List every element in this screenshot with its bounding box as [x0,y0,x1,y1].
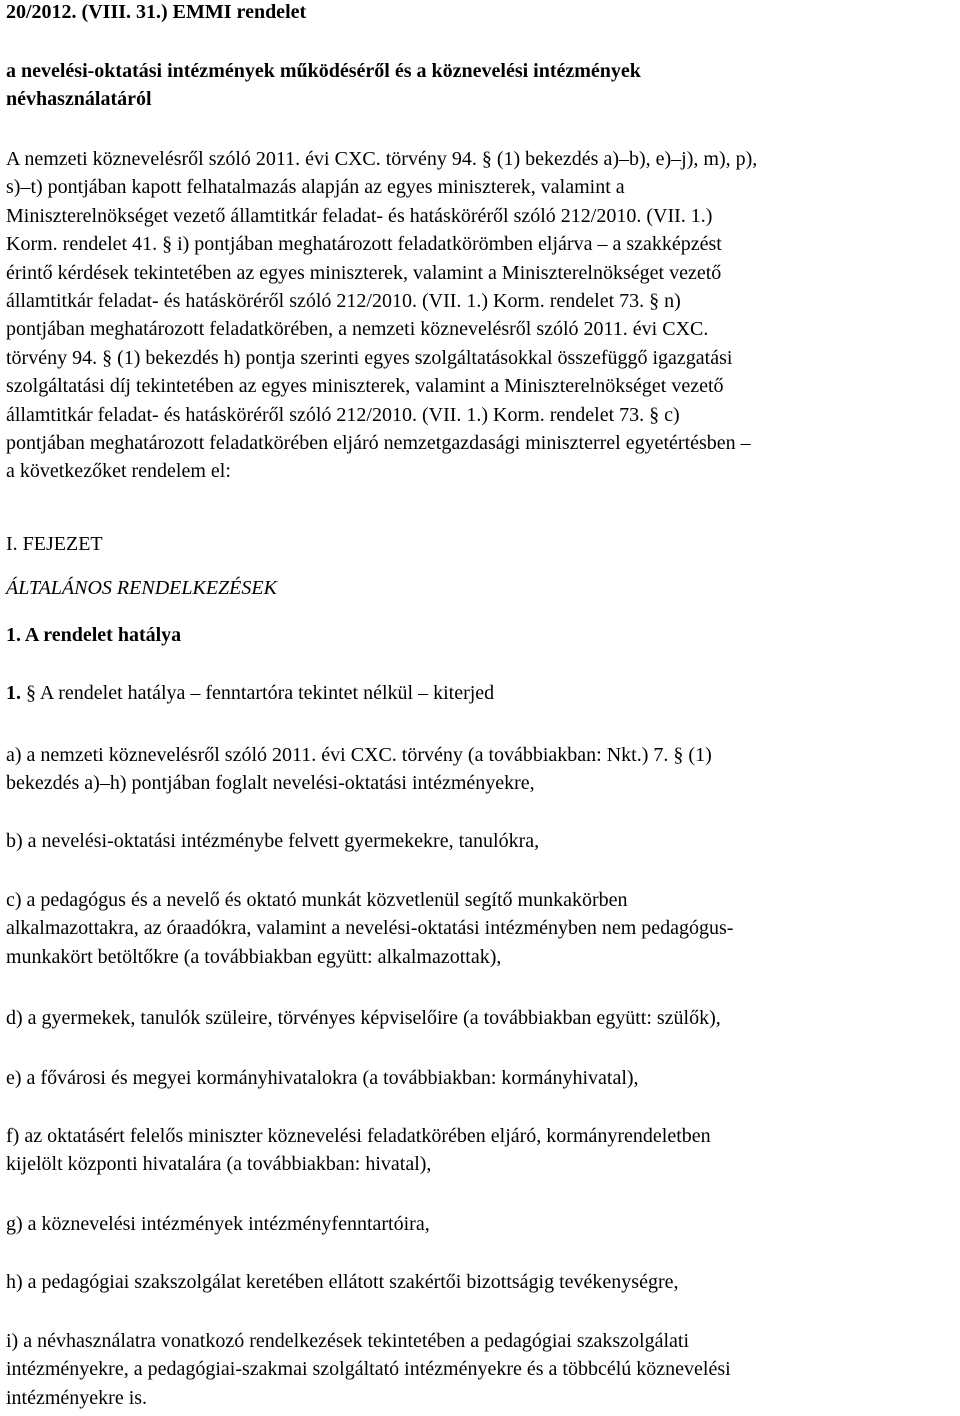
preamble-line: szolgáltatási díj tekintetében az egyes miniszterek, valamint a Miniszterelnökséget vezető [6,375,724,398]
paragraph-text: § A rendelet hatálya – fenntartóra tekintet nélkül – kiterjed [26,682,495,704]
chapter-title-text: ÁLTALÁNOS RENDELKEZÉSEK [6,577,277,599]
preamble-line: államtitkár feladat- és hatásköréről szóló 212/2010. (VII. 1.) Korm. rendelet 73. § n) [6,289,681,312]
subtitle-line: névhasználatáról [6,88,152,111]
paragraph-1 [6,679,951,707]
preamble-line: pontjában meghatározott feladatkörében, a nemzeti köznevelésről szóló 2011. évi CXC. [6,318,709,341]
point-line: d) a gyermekek, tanulók szüleire, törvényes képviselőire (a továbbiakban együtt: szülők), [6,1007,721,1029]
section-title-text: 1. A rendelet hatálya [6,624,182,646]
point-e [6,1064,951,1092]
point-line: alkalmazottakra, az óraadókra, valamint a nevelési-oktatási intézményben nem pedagógus- [6,917,734,940]
point-line: g) a köznevelési intézmények intézményfenntartóira, [6,1213,430,1235]
preamble-line: A nemzeti köznevelésről szóló 2011. évi CXC. törvény 94. § (1) bekezdés a)–b), e)–j), m), p), [6,148,758,170]
preamble-line: államtitkár feladat- és hatásköréről szóló 212/2010. (VII. 1.) Korm. rendelet 73. § c) [6,403,680,426]
preamble-line: érintő kérdések tekintetében az egyes miniszterek, valamint a Miniszterelnökséget vezető [6,261,722,284]
point-line: intézményekre is. [6,1386,148,1409]
point-b [6,827,951,855]
point-d [6,1004,951,1032]
title-line: 20/2012. (VIII. 31.) EMMI rendelet [6,1,307,23]
preamble-line: a következőket rendelem el: [6,460,231,483]
preamble-line: s)–t) pontjában kapott felhatalmazás alapján az egyes miniszterek, valamint a [6,176,625,199]
point-line: bekezdés a)–h) pontjában foglalt nevelési-oktatási intézményekre, [6,772,535,795]
point-f [6,1122,951,1179]
paragraph-number: 1. [6,682,21,704]
chapter-title [6,574,951,602]
preamble-line: pontjában meghatározott feladatkörében eljáró nemzetgazdasági miniszterrel egyetértésben – [6,431,751,454]
point-line: b) a nevelési-oktatási intézménybe felvett gyermekekre, tanulókra, [6,830,540,852]
preamble-line: törvény 94. § (1) bekezdés h) pontja szerinti egyes szolgáltatásokkal összefüggő igazgatási [6,346,733,369]
document-subtitle [6,57,951,114]
point-line: c) a pedagógus és a nevelő és oktató munkát közvetlenül segítő munkakörben [6,889,628,911]
point-c [6,886,951,971]
subtitle-line: a nevelési-oktatási intézmények működéséről és a köznevelési intézmények [6,60,641,82]
chapter-number-text: I. FEJEZET [6,533,103,555]
point-line: intézményekre, a pedagógiai-szakmai szolgáltató intézményekre és a többcélú köznevelési [6,1358,731,1381]
point-line: kijelölt központi hivatalára (a továbbiakban: hivatal), [6,1153,432,1176]
point-line: a) a nemzeti köznevelésről szóló 2011. évi CXC. törvény (a továbbiakban: Nkt.) 7. § (1) [6,744,712,766]
point-g [6,1210,951,1238]
preamble-line: Miniszterelnökséget vezető államtitkár feladat- és hatásköréről szóló 212/2010. (VII. 1.) [6,204,713,227]
section-title [6,621,951,649]
point-i [6,1327,951,1412]
preamble-paragraph [6,145,951,486]
point-line: munkakört betöltőkre (a továbbiakban együtt: alkalmazottak), [6,945,502,968]
point-line: i) a névhasználatra vonatkozó rendelkezések tekintetében a pedagógiai szakszolgálati [6,1330,690,1352]
document-title [6,0,951,26]
point-line: f) az oktatásért felelős miniszter köznevelési feladatkörében eljáró, kormányrendeletben [6,1125,711,1147]
point-a [6,741,951,798]
chapter-number [6,530,951,558]
point-h [6,1268,951,1296]
preamble-line: Korm. rendelet 41. § i) pontjában meghatározott feladatkörömben eljárva – a szakképzést [6,233,722,256]
point-line: h) a pedagógiai szakszolgálat keretében ellátott szakértői bizottságig tevékenységre, [6,1271,679,1293]
point-line: e) a fővárosi és megyei kormányhivatalokra (a továbbiakban: kormányhivatal), [6,1067,639,1089]
